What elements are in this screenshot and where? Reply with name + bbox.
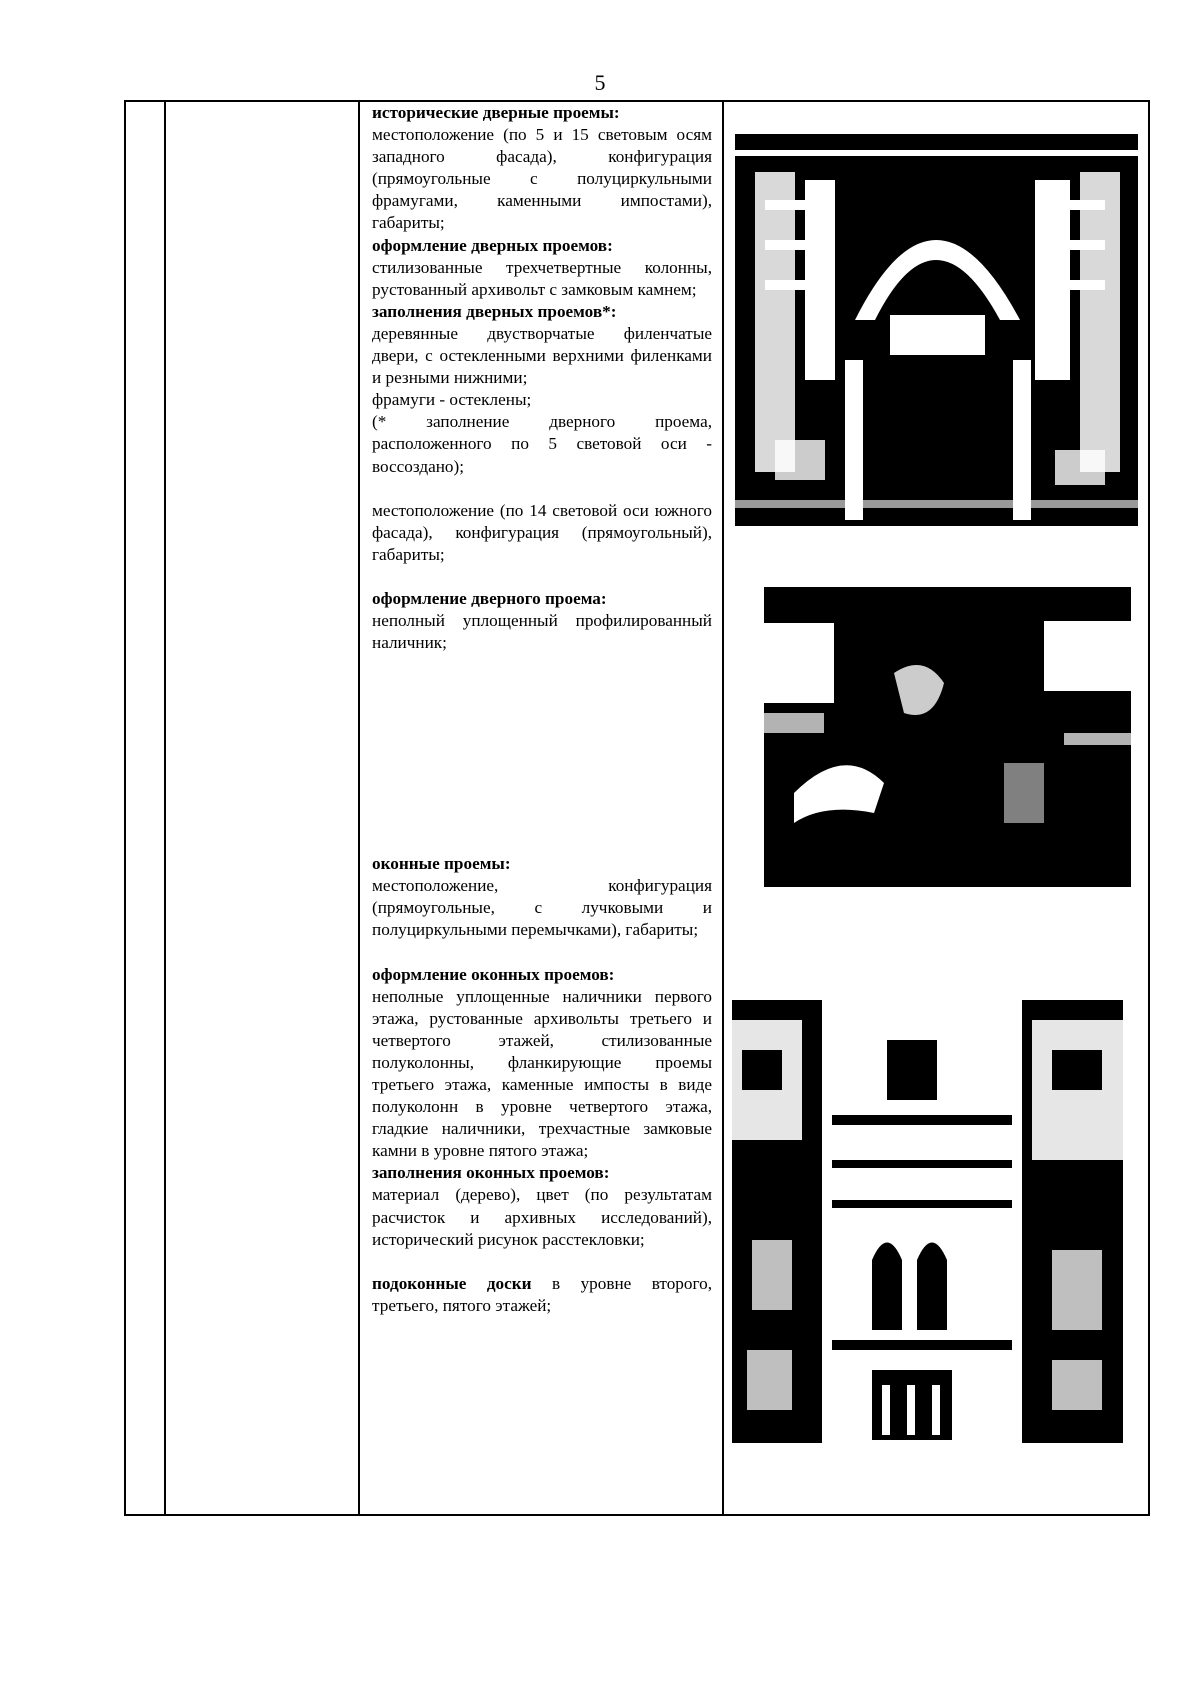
windows-fill-heading: заполнения оконных проемов:	[372, 1163, 610, 1183]
windows-sill	[372, 1273, 712, 1317]
column-divider-1	[164, 100, 166, 1516]
south-door-location: местоположение (по 14 световой оси южного фасада), конфигурация (прямоугольный), габариты;	[372, 500, 712, 564]
doors-note: (* заполнение дверного проема, расположенного по 5 световой оси - воссоздано);	[372, 412, 712, 476]
doors-heading: исторические дверные проемы:	[372, 103, 620, 122]
column-divider-2	[358, 100, 360, 1516]
windows-sill-bold: подоконные доски	[372, 1273, 532, 1293]
doors-decor-heading: оформление дверных проемов:	[372, 235, 613, 255]
windows-sill-text: в уровне второго, третьего, пятого этажей;	[372, 1273, 712, 1315]
windows-decor-heading: оформление оконных проемов:	[372, 964, 615, 984]
photo-west-doorway	[735, 120, 1138, 526]
page-number: 5	[594, 70, 606, 95]
doors-fill-heading: заполнения дверных проемов*:	[372, 301, 617, 321]
doors-decor-text: стилизованные трехчетвертные колонны, рустованный архивольт с замковым камнем;	[372, 257, 712, 299]
windows-heading: оконные проемы:	[372, 854, 511, 874]
south-door-decor-heading: оформление дверного проема:	[372, 588, 607, 608]
windows-fill-text: материал (дерево), цвет (по результатам расчисток и архивных исследований), исторический рисунок расстекловки;	[372, 1185, 712, 1249]
photo-south-door	[764, 563, 1131, 887]
column-divider-3	[722, 100, 724, 1516]
doors-transom-text: фрамуги - остеклены;	[372, 390, 532, 410]
description-column	[372, 102, 712, 1317]
windows-location: местоположение, конфигурация (прямоугольные, с лучковыми и полуциркульными перемычками), габариты;	[372, 876, 712, 940]
south-door-decor-text: неполный уплощенный профилированный наличник;	[372, 610, 712, 653]
windows-decor-text: неполные уплощенные наличники первого этажа, рустованные архивольты третьего и четвертого этажей, стилизованные полуколонны, фланкирующие проемы третьего этажа, каменные импосты в виде полуколонн в уровне четвертого этажа, гладкие наличники, трехчастные замковые камни в уровне пятого этажа;	[372, 986, 712, 1161]
doors-fill-text: деревянные двустворчатые филенчатые двери, с остекленными верхними филенками и резными нижними;	[372, 323, 712, 388]
doors-location: местоположение (по 5 и 15 световым осям западного фасада), конфигурация (прямоугольные с полуциркульными фрамугами, каменными импостами), габариты;	[372, 125, 712, 233]
photo-windows-facade	[732, 1000, 1123, 1443]
